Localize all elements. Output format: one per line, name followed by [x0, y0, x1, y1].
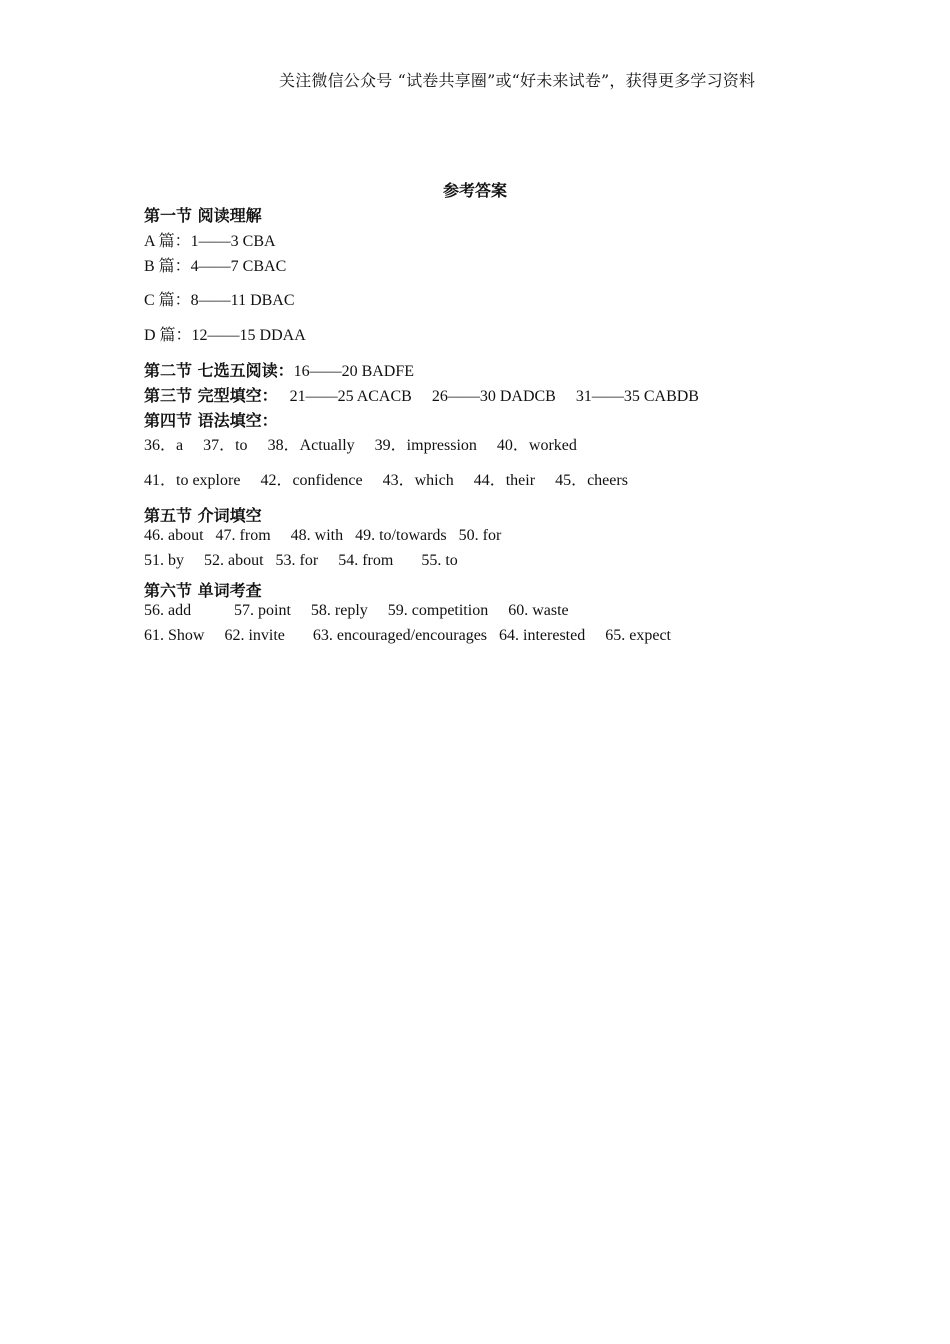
- section5-heading: 第五节 介词填空: [144, 506, 262, 525]
- section4-row2: [144, 467, 628, 490]
- section4-heading: 第四节 语法填空：: [144, 411, 278, 430]
- section2-heading: 第二节 七选五阅读：: [144, 361, 294, 380]
- section5-row2: [144, 552, 458, 570]
- answer-item: 57. point: [234, 602, 291, 619]
- section1-line-b: B 篇：4——7 CBAC: [144, 258, 287, 275]
- page-title: 参考答案: [442, 181, 507, 200]
- answer-item: 43．which: [382, 472, 454, 489]
- section3-answer: 21——25 ACACB: [289, 388, 412, 405]
- answer-item: 64. interested: [499, 627, 586, 644]
- answer-item: 63. encouraged/encourages: [312, 627, 488, 644]
- answer-item: 62. invite: [224, 627, 285, 644]
- section6-heading: 第六节 单词考查: [144, 581, 262, 600]
- answer-item: 59. competition: [387, 602, 489, 619]
- answer-item: 46. about: [144, 527, 204, 544]
- answer-item: 37．to: [203, 437, 248, 454]
- section5-row1: [144, 527, 501, 545]
- answer-item: 52. about: [204, 552, 264, 569]
- section3-answer: 31——35 CABDB: [575, 388, 699, 405]
- section2-line: [144, 358, 414, 381]
- section3-answer: 26——30 DADCB: [431, 388, 556, 405]
- answer-item: 56. add: [144, 602, 192, 619]
- header-note: 关注微信公众号 “试卷共享圈”或“好未来试卷”，获得更多学习资料: [279, 71, 756, 90]
- answer-item: 51. by: [144, 552, 184, 569]
- answer-item: 53. for: [275, 552, 319, 569]
- section3-heading: 第三节 完型填空：: [144, 386, 278, 405]
- section3-line: [144, 383, 699, 406]
- answer-item: 47. from: [215, 527, 271, 544]
- answer-item: 36．a: [144, 437, 184, 454]
- section4-row1: [144, 432, 577, 455]
- section1-heading: 第一节 阅读理解: [144, 206, 262, 225]
- answer-item: 54. from: [338, 552, 394, 569]
- answer-item: 45．cheers: [555, 472, 628, 489]
- answer-item: 58. reply: [310, 602, 368, 619]
- answer-item: 44．their: [473, 472, 536, 489]
- answer-item: 60. waste: [508, 602, 569, 619]
- answer-item: 40．worked: [496, 437, 577, 454]
- answer-item: 55. to: [421, 552, 458, 569]
- answer-item: 42．confidence: [260, 472, 363, 489]
- answer-item: 48. with: [290, 527, 344, 544]
- answer-item: 39．impression: [374, 437, 477, 454]
- section1-line-d: D 篇：12——15 DDAA: [144, 327, 306, 344]
- section2-answer: 16——20 BADFE: [293, 363, 415, 380]
- section6-row2: [144, 627, 671, 645]
- section6-row1: [144, 602, 569, 620]
- answer-item: 61. Show: [144, 627, 205, 644]
- answer-item: 49. to/towards: [355, 527, 447, 544]
- answer-item: 38．Actually: [267, 437, 355, 454]
- answer-item: 65. expect: [605, 627, 671, 644]
- answer-item: 41．to explore: [144, 472, 241, 489]
- answer-item: 50. for: [458, 527, 502, 544]
- section1-line-a: A 篇：1——3 CBA: [144, 233, 276, 250]
- section1-line-c: C 篇：8——11 DBAC: [144, 292, 295, 309]
